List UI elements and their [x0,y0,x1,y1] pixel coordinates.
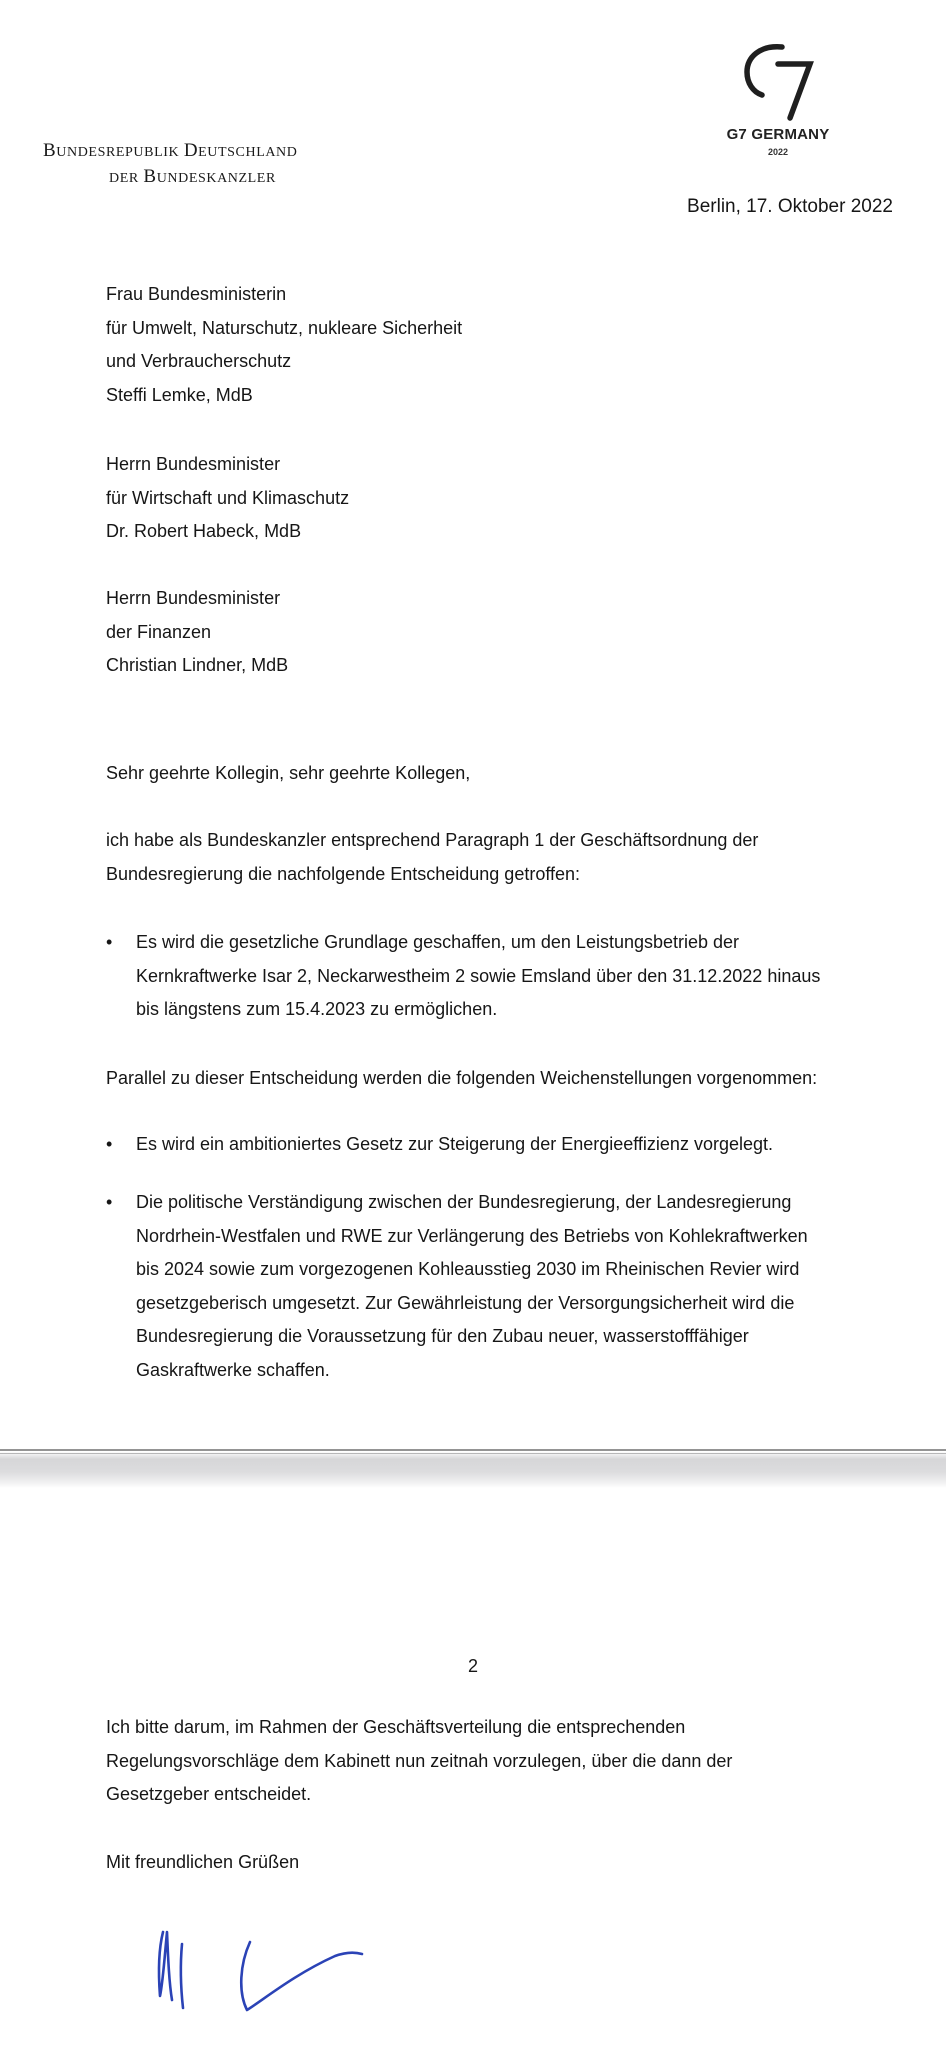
bullet-icon: • [106,1192,113,1212]
g7-germany-label: G7 GERMANY [726,126,830,143]
recipient-line: Frau Bundesministerin [106,284,287,304]
letterhead-chancellor: DER BUNDESKANZLER [109,166,276,187]
page-separator [0,1452,946,1488]
bullet-line: Kernkraftwerke Isar 2, Neckarwestheim 2 sowie Emsland über den 31.12.2022 hinaus [136,965,821,986]
recipient-line: für Umwelt, Naturschutz, nukleare Sicherheit [106,317,463,338]
page-edge-shadow [0,1449,946,1451]
recipient-line: Christian Lindner, MdB [106,655,289,675]
recipient-block-lindner [106,582,288,683]
paragraph-line: Gesetzgeber entscheidet. [106,1784,312,1804]
bullet-line: Gaskraftwerke schaffen. [136,1359,330,1380]
intro-paragraph [106,824,758,891]
bullet-line: Nordrhein-Westfalen und RWE zur Verlängerung des Betriebs von Kohlekraftwerken [136,1225,808,1246]
g7-year-label: 2022 [767,147,789,157]
bullet-line: Die politische Verständigung zwischen der Bundesregierung, der Landesregierung [136,1192,792,1212]
salutation: Sehr geehrte Kollegin, sehr geehrte Kollegen, [106,763,471,783]
bullet-line: Es wird die gesetzliche Grundlage geschaffen, um den Leistungsbetrieb der [136,932,740,952]
recipient-block-habeck [106,448,349,549]
bullet-line: bis 2024 sowie zum vorgezogenen Kohleausstieg 2030 im Rheinischen Revier wird [136,1259,800,1279]
letter-date: Berlin, 17. Oktober 2022 [687,196,893,217]
bullet-line: bis längstens zum 15.4.2023 zu ermöglichen. [136,999,498,1019]
recipient-line: der Finanzen [106,621,212,642]
parallel-paragraph: Parallel zu dieser Entscheidung werden die folgenden Weichenstellungen vorgenommen: [106,1068,818,1088]
bullet-line: Es wird ein ambitioniertes Gesetz zur Steigerung der Energieeffizienz vorgelegt. [136,1134,773,1154]
paragraph-line: ich habe als Bundeskanzler entsprechend Paragraph 1 der Geschäftsordnung der [106,830,759,850]
bullet-line: Bundesregierung die Voraussetzung für den Zubau neuer, wasserstofffähiger [136,1326,749,1346]
paragraph-line: Regelungsvorschläge dem Kabinett nun zeitnah vorzulegen, über die dann der [106,1750,733,1771]
recipient-line: Herrn Bundesminister [106,588,281,608]
g7-logo-icon [738,38,818,122]
recipient-line: Herrn Bundesminister [106,454,281,474]
closing-greeting: Mit freundlichen Grüßen [106,1852,300,1872]
bullet-icon: • [106,1134,113,1154]
bullet-line: gesetzgeberisch umgesetzt. Zur Gewährleistung der Versorgungsicherheit wird die [136,1292,795,1313]
recipient-line: Steffi Lemke, MdB [106,384,253,405]
page-number: 2 [467,1656,478,1676]
handwritten-signature-icon [150,1912,380,2022]
paragraph-line: Ich bitte darum, im Rahmen der Geschäftsverteilung die entsprechenden [106,1717,686,1737]
recipient-block-lemke [106,278,462,412]
recipient-line: Dr. Robert Habeck, MdB [106,521,302,541]
closing-paragraph [106,1711,732,1812]
letterhead-republic: BUNDESREPUBLIK DEUTSCHLAND [43,140,298,161]
bullet-icon: • [106,932,113,952]
recipient-line: für Wirtschaft und Klimaschutz [106,487,350,508]
page-edge-line [0,1453,946,1454]
paragraph-line: Bundesregierung die nachfolgende Entscheidung getroffen: [106,863,581,884]
recipient-line: und Verbraucherschutz [106,351,292,371]
